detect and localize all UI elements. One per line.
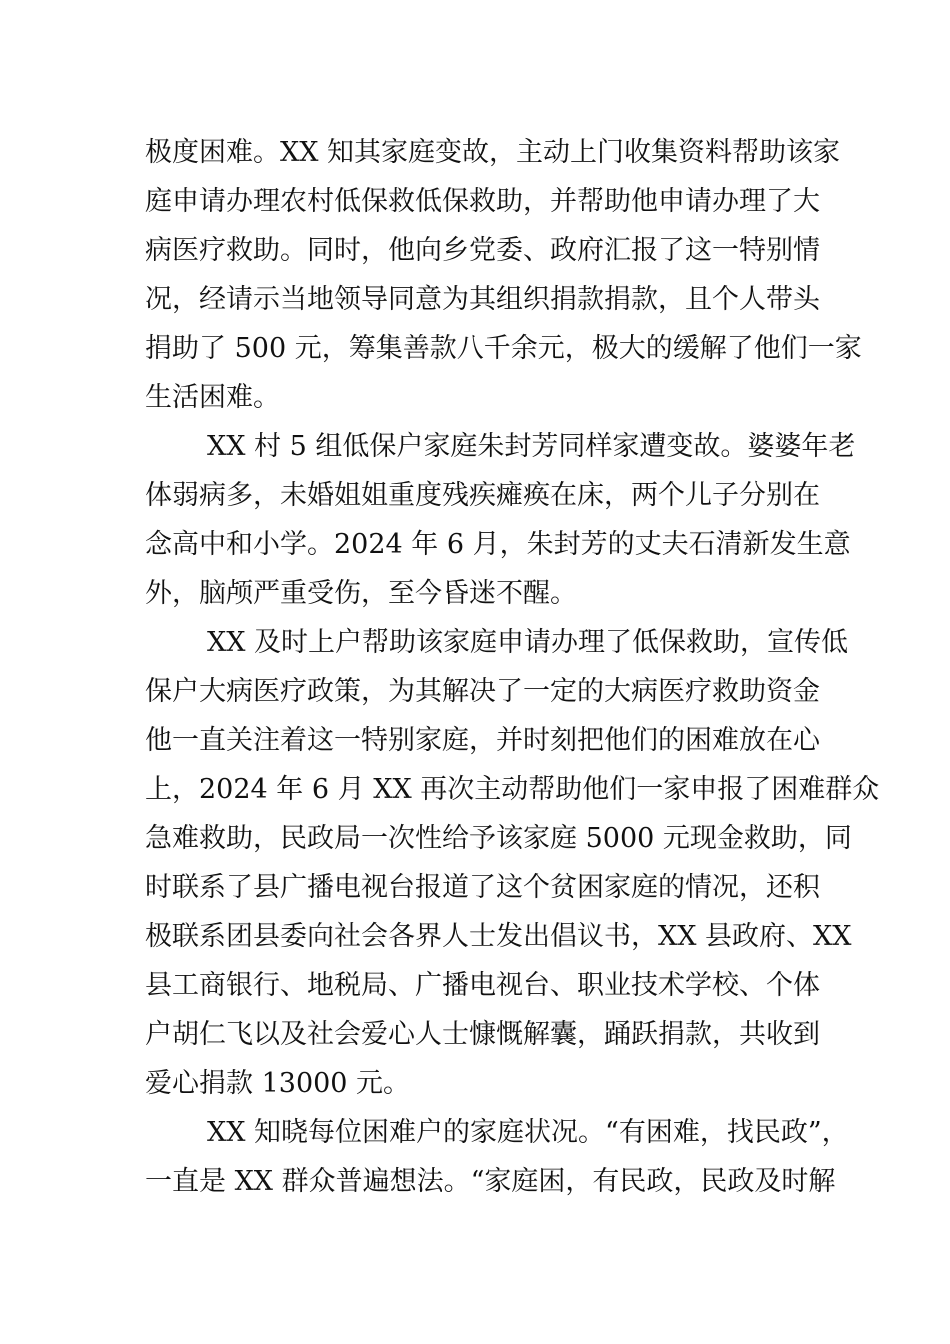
text-line: 户胡仁飞以及社会爱心人士慷慨解囊，踊跃捐款，共收到: [145, 1019, 820, 1050]
text-line: 一直是 XX 群众普遍想法。“家庭困，有民政，民政及时解: [145, 1166, 836, 1197]
document-body: [145, 128, 880, 1206]
text-line: 上，2024 年 6 月 XX 再次主动帮助他们一家申报了困难群众: [145, 774, 880, 805]
text-line: 念高中和小学。2024 年 6 月，朱封芳的丈夫石清新发生意: [145, 529, 851, 560]
text-line: 病医疗救助。同时，他向乡党委、政府汇报了这一特别情: [145, 235, 820, 266]
text-line: 庭申请办理农村低保救低保救助，并帮助他申请办理了大: [145, 186, 820, 217]
text-line: 急难救助，民政局一次性给予该家庭 5000 元现金救助，同: [145, 823, 852, 854]
text-line: XX 及时上户帮助该家庭申请办理了低保救助，宣传低: [207, 627, 849, 658]
paragraph-4: [145, 1108, 849, 1206]
paragraph-3: [145, 618, 880, 1108]
text-line: 体弱病多，未婚姐姐重度残疾瘫痪在床，两个儿子分别在: [145, 480, 820, 511]
text-line: 爱心捐款 13000 元。: [145, 1068, 411, 1099]
paragraph-2: [145, 422, 856, 618]
paragraph-1: [145, 128, 862, 422]
text-line: 保户大病医疗政策，为其解决了一定的大病医疗救助资金: [145, 676, 820, 707]
text-line: 况，经请示当地领导同意为其组织捐款捐款，且个人带头: [145, 284, 820, 315]
text-line: XX 知晓每位困难户的家庭状况。“有困难，找民政”，: [207, 1117, 849, 1148]
text-line: 极联系团县委向社会各界人士发出倡议书，XX 县政府、XX: [145, 921, 852, 952]
text-line: 外，脑颅严重受伤，至今昏迷不醒。: [145, 578, 577, 609]
text-line: 时联系了县广播电视台报道了这个贫困家庭的情况，还积: [145, 872, 820, 903]
text-line: 捐助了 500 元，筹集善款八千余元，极大的缓解了他们一家: [145, 333, 862, 364]
text-line: XX 村 5 组低保户家庭朱封芳同样家遭变故。婆婆年老: [207, 431, 856, 462]
text-line: 他一直关注着这一特别家庭，并时刻把他们的困难放在心: [145, 725, 820, 756]
text-line: 生活困难。: [145, 382, 280, 413]
text-line: 极度困难。XX 知其家庭变故，主动上门收集资料帮助该家: [145, 137, 841, 168]
text-line: 县工商银行、地税局、广播电视台、职业技术学校、个体: [145, 970, 820, 1001]
